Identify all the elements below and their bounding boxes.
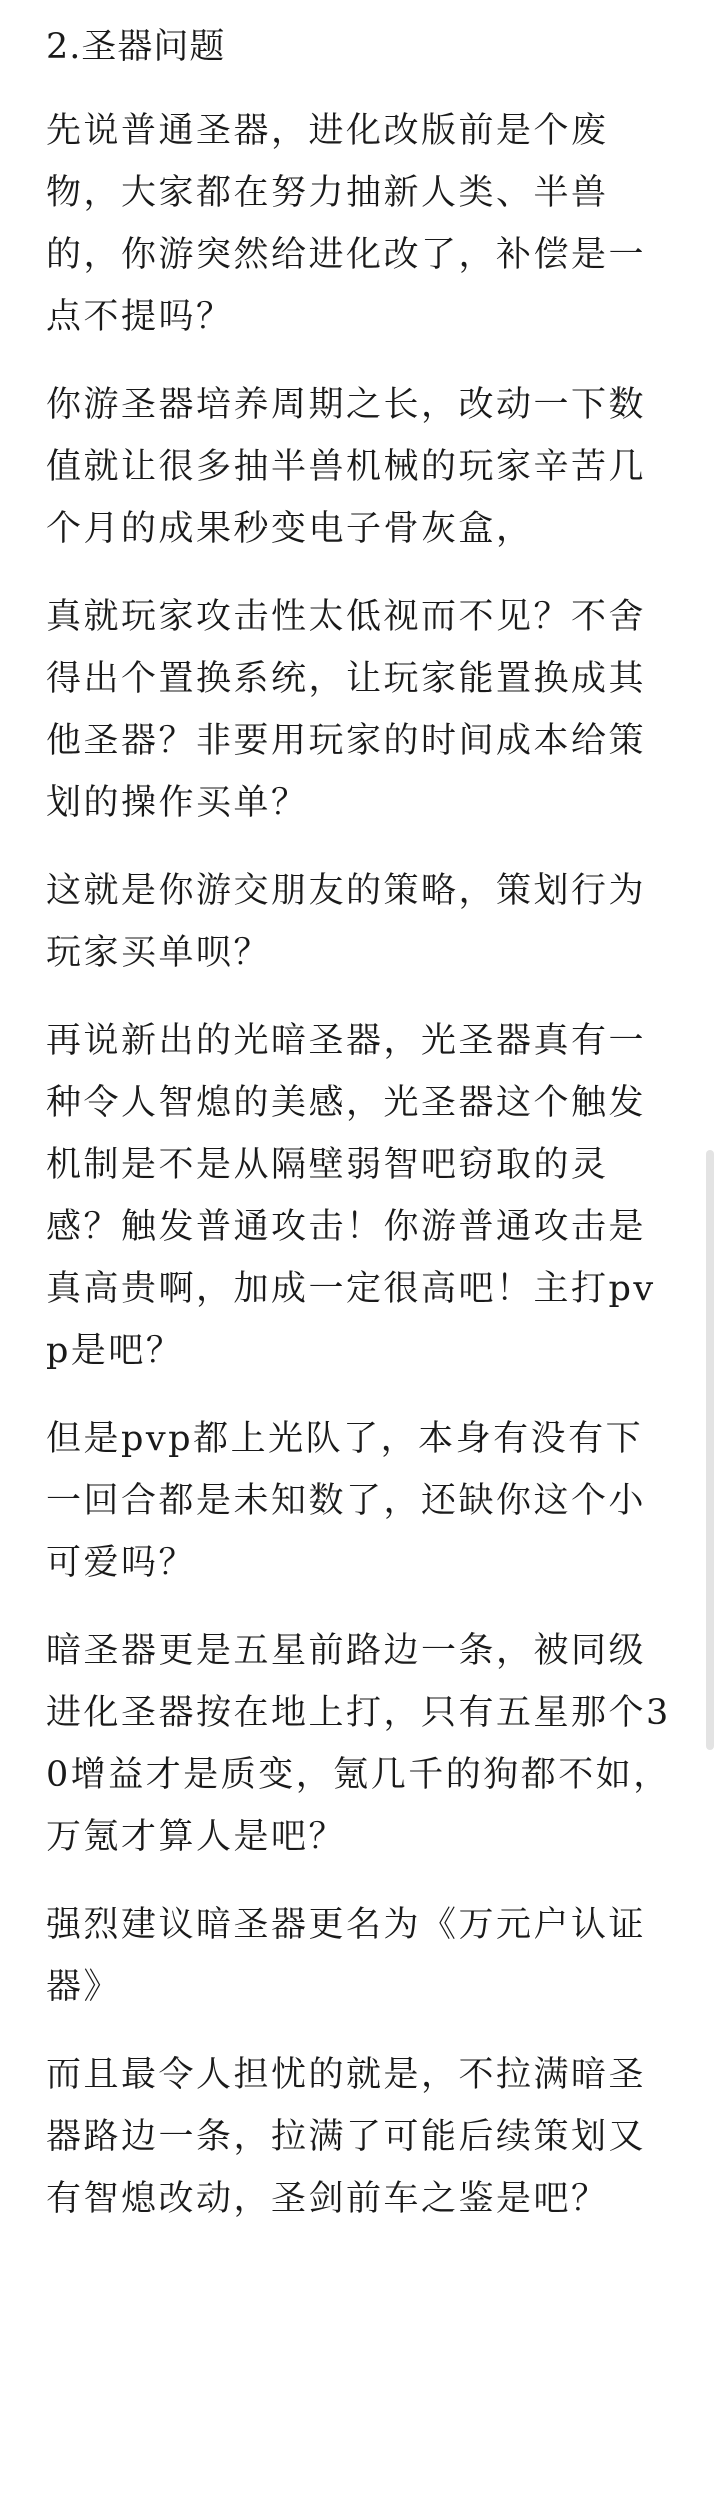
paragraph-2: 你游圣器培养周期之长，改动一下数值就让很多抽半兽机械的玩家辛苦几个月的成果秒变电子骨灰盒， bbox=[46, 385, 647, 549]
paragraph-8: 强烈建议暗圣器更名为《万元户认证器》 bbox=[46, 1905, 647, 2007]
paragraph-5: 再说新出的光暗圣器，光圣器真有一种令人智熄的美感，光圣器这个触发机制是不是从隔壁弱智吧窃取的灵感？触发普通攻击！你游普通攻击是真高贵啊，加成一定很高吧！主打pvp是吧？ bbox=[46, 1021, 656, 1371]
section-heading: 2.圣器问题 bbox=[46, 27, 226, 67]
paragraph-7: 暗圣器更是五星前路边一条，被同级进化圣器按在地上打，只有五星那个30增益才是质变，氪几千的狗都不如，万氪才算人是吧？ bbox=[46, 1631, 671, 1857]
paragraph-6: 但是pvp都上光队了，本身有没有下一回合都是未知数了，还缺你这个小可爱吗？ bbox=[46, 1419, 647, 1583]
scrollbar-thumb[interactable] bbox=[706, 1150, 714, 1750]
paragraph-9: 而且最令人担忧的就是，不拉满暗圣器路边一条，拉满了可能后续策划又有智熄改动，圣剑前车之鉴是吧？ bbox=[46, 2055, 647, 2219]
paragraph-4: 这就是你游交朋友的策略，策划行为玩家买单呗？ bbox=[46, 871, 647, 973]
article-body bbox=[46, 18, 676, 2256]
paragraph-3: 真就玩家攻击性太低视而不见？不舍得出个置换系统，让玩家能置换成其他圣器？非要用玩家的时间成本给策划的操作买单？ bbox=[46, 597, 647, 823]
paragraph-1: 先说普通圣器，进化改版前是个废物，大家都在努力抽新人类、半兽的，你游突然给进化改了，补偿是一点不提吗？ bbox=[46, 111, 647, 337]
